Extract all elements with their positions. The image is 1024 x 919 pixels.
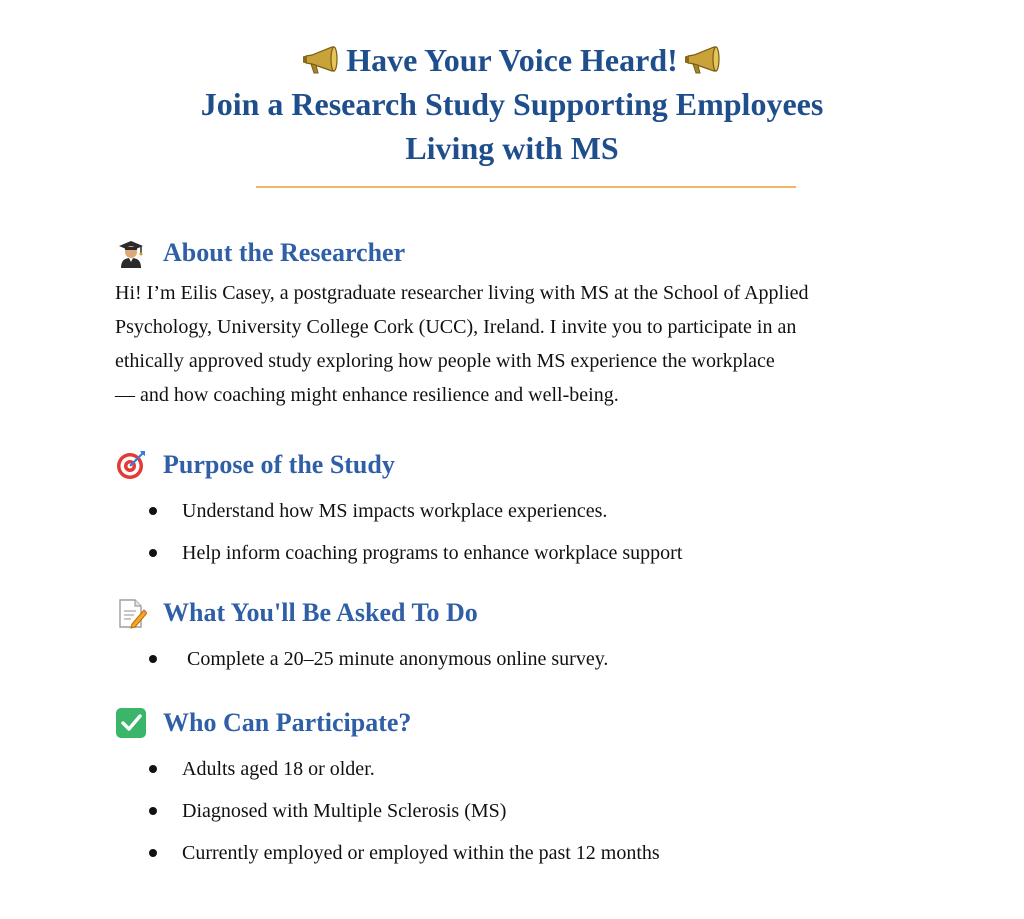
section-title: About the Researcher xyxy=(163,238,406,267)
list-item-text: Complete a 20–25 minute anonymous online survey. xyxy=(182,648,609,670)
title-divider xyxy=(256,186,796,188)
megaphone-icon xyxy=(684,45,722,75)
list-item xyxy=(149,532,975,574)
section-heading xyxy=(115,594,975,632)
title-line-2: Join a Research Study Supporting Employees xyxy=(200,86,824,122)
list-item xyxy=(149,748,975,790)
list-item-text: Help inform coaching programs to enhance workplace support xyxy=(182,542,683,564)
list-item-text: Currently employed or employed within the past 12 months xyxy=(182,842,660,864)
bullet-icon xyxy=(149,655,157,663)
section-title: What You'll Be Asked To Do xyxy=(163,598,478,627)
title-line-1 xyxy=(0,38,1024,82)
check-box-icon xyxy=(115,707,147,739)
paragraph-line: Hi! I’m Eilis Casey, a postgraduate researcher living with MS at the School of Applied xyxy=(115,282,809,304)
eligibility-list xyxy=(115,748,975,874)
memo-icon xyxy=(115,597,147,629)
bullet-icon xyxy=(149,849,157,857)
target-icon xyxy=(115,449,147,481)
section-about-researcher xyxy=(115,234,975,412)
megaphone-icon xyxy=(302,45,340,75)
section-heading xyxy=(115,446,975,484)
bullet-icon xyxy=(149,765,157,773)
section-heading xyxy=(115,704,975,742)
graduate-icon xyxy=(115,237,147,269)
list-item-text: Understand how MS impacts workplace experiences. xyxy=(182,500,608,522)
section-title: Who Can Participate? xyxy=(163,708,412,737)
list-item xyxy=(149,490,975,532)
purpose-list xyxy=(115,490,975,574)
section-heading xyxy=(115,234,975,272)
paragraph-line: — and how coaching might enhance resilience and well-being. xyxy=(115,384,619,406)
paragraph-line: ethically approved study exploring how people with MS experience the workplace xyxy=(115,350,775,372)
section-tasks xyxy=(115,594,975,680)
bullet-icon xyxy=(149,807,157,815)
paragraph-line: Psychology, University College Cork (UCC), Ireland. I invite you to participate in an xyxy=(115,316,797,338)
flyer-header xyxy=(0,38,1024,170)
title-headline: Have Your Voice Heard! xyxy=(346,42,678,78)
bullet-icon xyxy=(149,549,157,557)
list-item xyxy=(149,638,975,680)
bullet-icon xyxy=(149,507,157,515)
section-eligibility xyxy=(115,704,975,874)
researcher-intro-paragraph xyxy=(115,276,955,412)
tasks-list xyxy=(115,638,975,680)
section-title: Purpose of the Study xyxy=(163,450,395,479)
list-item-text: Diagnosed with Multiple Sclerosis (MS) xyxy=(182,800,507,822)
section-purpose xyxy=(115,446,975,574)
list-item xyxy=(149,832,975,874)
list-item xyxy=(149,790,975,832)
title-line-3: Living with MS xyxy=(405,130,619,166)
list-item-text: Adults aged 18 or older. xyxy=(182,758,375,780)
